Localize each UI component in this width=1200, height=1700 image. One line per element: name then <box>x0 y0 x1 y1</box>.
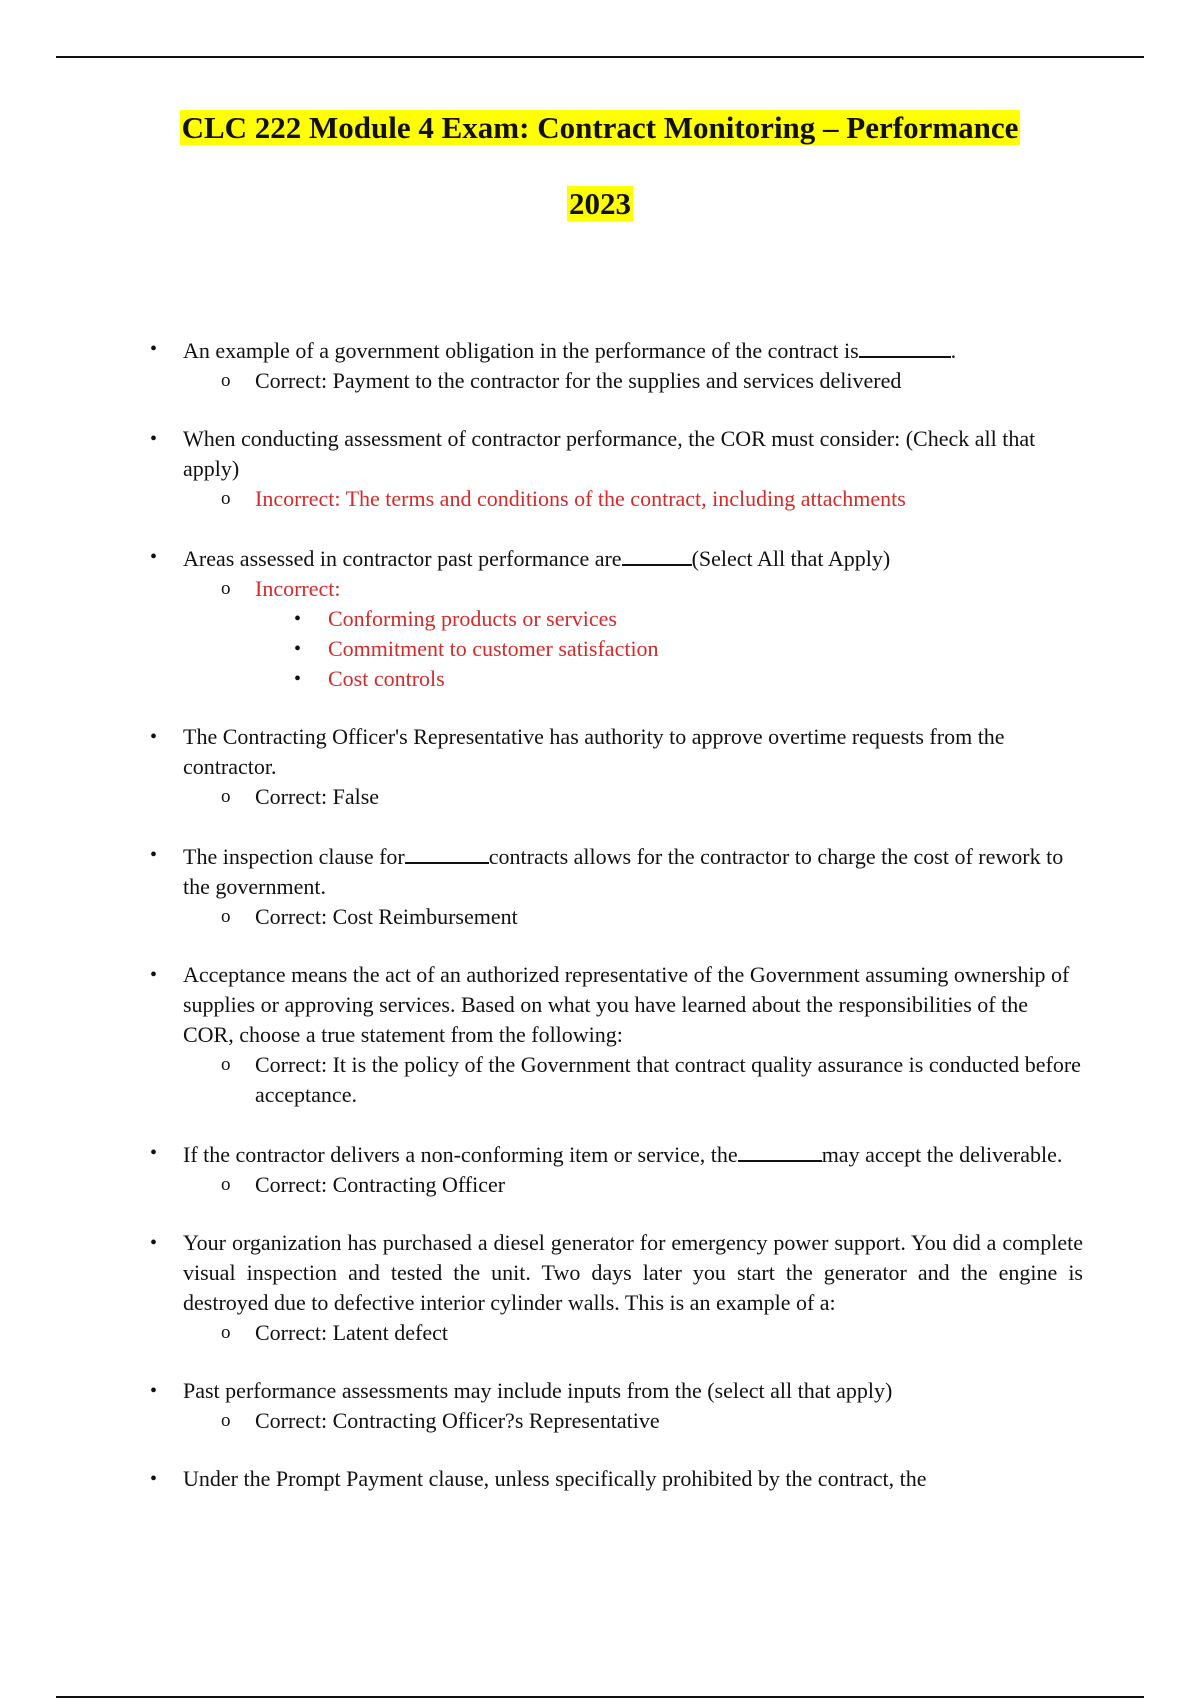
answer: o Correct: It is the policy of the Government that contract quality assurance is conducted before acceptance. <box>255 1050 1083 1110</box>
footer-rule <box>56 1696 1144 1698</box>
answer-subitem: • Commitment to customer satisfaction <box>328 634 1083 664</box>
answer: o Correct: False <box>255 782 1083 812</box>
question-text: • Under the Prompt Payment clause, unless specifically prohibited by the contract, the <box>183 1466 927 1491</box>
question-text-tail: . <box>950 338 957 363</box>
question-text: • The Contracting Officer's Representative has authority to approve overtime requests from the contractor. <box>183 724 1005 779</box>
question-4 <box>183 722 1083 812</box>
question-9 <box>183 1376 1083 1436</box>
question-10 <box>183 1464 1083 1494</box>
question-text: An example of a government obligation in the performance of the contract is <box>183 338 859 363</box>
question-7 <box>183 1138 1083 1200</box>
question-list <box>0 334 1200 1522</box>
question-text-tail: contracts allows for the contractor to charge the cost of rework to the government. <box>183 844 1064 899</box>
question-2 <box>183 424 1083 514</box>
question-8 <box>183 1228 1083 1348</box>
answer: o Incorrect: The terms and conditions of the contract, including attachments <box>255 484 1083 514</box>
question-text: Areas assessed in contractor past performance are <box>183 546 622 571</box>
question-text: • Acceptance means the act of an authorized representative of the Government assuming ownership of supplies or approving services. Based on what you have learned about the responsibilities of the COR, choose a true statement from the following: <box>183 962 1070 1047</box>
title-year: 2023 <box>569 186 631 221</box>
question-text: • When conducting assessment of contractor performance, the COR must consider: (Check all that apply) <box>183 426 1036 481</box>
title-line-1: CLC 222 Module 4 Exam: Contract Monitoring – Performance <box>181 110 1019 145</box>
question-text: The inspection clause for <box>183 844 405 869</box>
header-rule <box>56 56 1144 58</box>
answer-subitem: • Conforming products or services <box>328 604 1083 634</box>
answer: o Correct: Cost Reimbursement <box>255 902 1083 932</box>
answer: o Correct: Contracting Officer <box>255 1170 1083 1200</box>
answer: o Incorrect: <box>255 574 1083 604</box>
question-6 <box>183 960 1083 1110</box>
question-3 <box>183 542 1083 694</box>
document-title <box>0 108 1200 224</box>
answer: o Correct: Payment to the contractor for the supplies and services delivered <box>255 366 1083 396</box>
answer-blank <box>859 334 951 358</box>
answer-blank <box>405 840 489 864</box>
question-text: If the contractor delivers a non-conforming item or service, the <box>183 1142 738 1167</box>
question-5 <box>183 840 1083 932</box>
question-1 <box>183 334 1083 396</box>
answer: o Correct: Latent defect <box>255 1318 1083 1348</box>
answer-blank <box>738 1138 822 1162</box>
answer-blank <box>622 542 692 566</box>
question-text-tail: (Select All that Apply) <box>691 546 891 571</box>
answer: o Correct: Contracting Officer?s Representative <box>255 1406 1083 1436</box>
question-text: • Your organization has purchased a diesel generator for emergency power support. You did a complete visual inspection and tested the unit. Two days later you start the generator and the engine is destroyed due to defective interior cylinder walls. This is an example of a: <box>183 1230 1083 1315</box>
question-text: • Past performance assessments may include inputs from the (select all that apply) <box>183 1378 893 1403</box>
answer-subitem: • Cost controls <box>328 664 1083 694</box>
question-text-tail: may accept the deliverable. <box>821 1142 1063 1167</box>
